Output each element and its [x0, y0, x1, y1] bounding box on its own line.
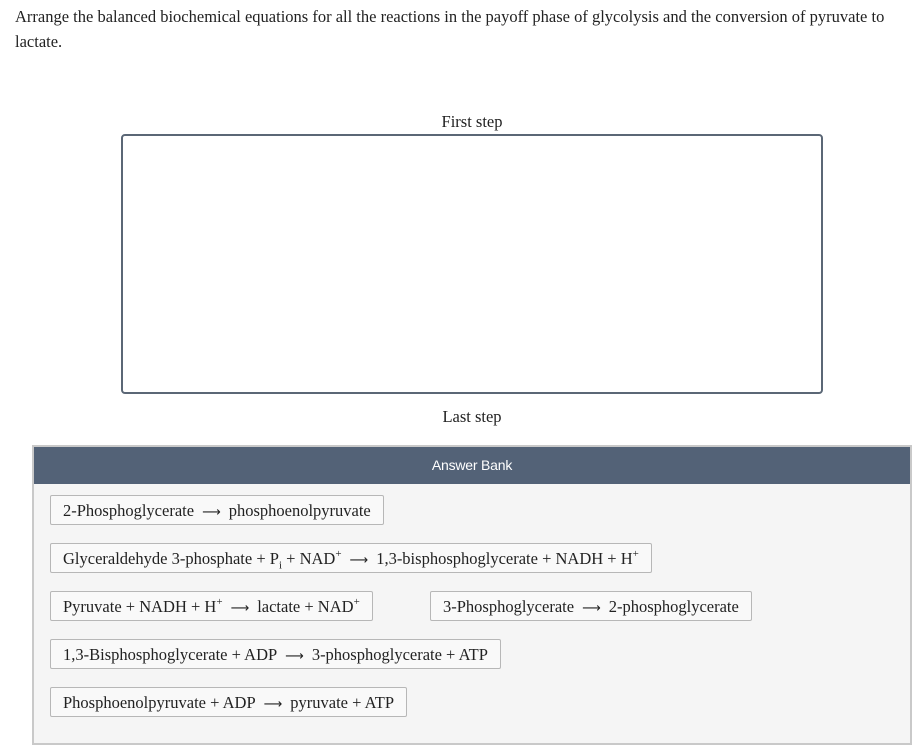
reaction-arrow-icon: ⟶	[202, 505, 221, 520]
answer-chip-3pg-to-2pg[interactable]	[430, 591, 752, 621]
product-text: 3-phosphoglycerate + ATP	[311, 645, 488, 664]
answer-chip-2pg-to-pep[interactable]	[50, 495, 384, 525]
first-step-label: First step	[441, 112, 503, 131]
reactant-text: Glyceraldehyde 3-phosphate + P	[63, 549, 279, 568]
product-text: 2-phosphoglycerate	[608, 597, 739, 616]
answer-chip-pyruvate-to-lactate[interactable]	[50, 591, 373, 621]
superscript-text: +	[632, 547, 639, 560]
subscript-text: i	[278, 559, 283, 572]
superscript-text: +	[216, 595, 223, 608]
reaction-arrow-icon: ⟶	[230, 601, 250, 616]
last-step-label: Last step	[442, 407, 502, 426]
answer-chip-pep-to-pyruvate[interactable]	[50, 687, 407, 717]
answer-chip-bpg-to-3pg[interactable]	[50, 639, 501, 669]
product-text: pyruvate + ATP	[290, 693, 394, 712]
reactant-text-continued: + NAD	[282, 549, 336, 568]
reaction-arrow-icon: ⟶	[263, 697, 283, 712]
answer-bank-header: Answer Bank	[34, 447, 910, 484]
superscript-text: +	[353, 595, 360, 608]
reactant-text: 1,3-Bisphosphoglycerate + ADP	[63, 645, 278, 664]
reactant-text: Pyruvate + NADH + H	[63, 597, 217, 616]
ordering-drop-zone[interactable]	[121, 134, 823, 394]
answer-bank	[32, 445, 912, 745]
superscript-text: +	[335, 547, 342, 560]
reactant-text: Phosphoenolpyruvate + ADP	[63, 693, 256, 712]
reaction-arrow-icon: ⟶	[349, 553, 369, 568]
product-text: 1,3-bisphosphoglycerate + NADH + H	[376, 549, 633, 568]
product-text: lactate + NAD	[257, 597, 354, 616]
reaction-arrow-icon: ⟶	[582, 601, 601, 616]
product-text: phosphoenolpyruvate	[228, 501, 371, 520]
answer-chip-gap-dehydrogenase[interactable]	[50, 543, 652, 573]
reactant-text: 3-Phosphoglycerate	[443, 597, 575, 616]
question-text: Arrange the balanced biochemical equations for all the reactions in the payoff phase of glycolysis and the conversion of pyruvate to lactate.	[15, 7, 885, 51]
reactant-text: 2-Phosphoglycerate	[63, 501, 195, 520]
reaction-arrow-icon: ⟶	[285, 649, 304, 664]
